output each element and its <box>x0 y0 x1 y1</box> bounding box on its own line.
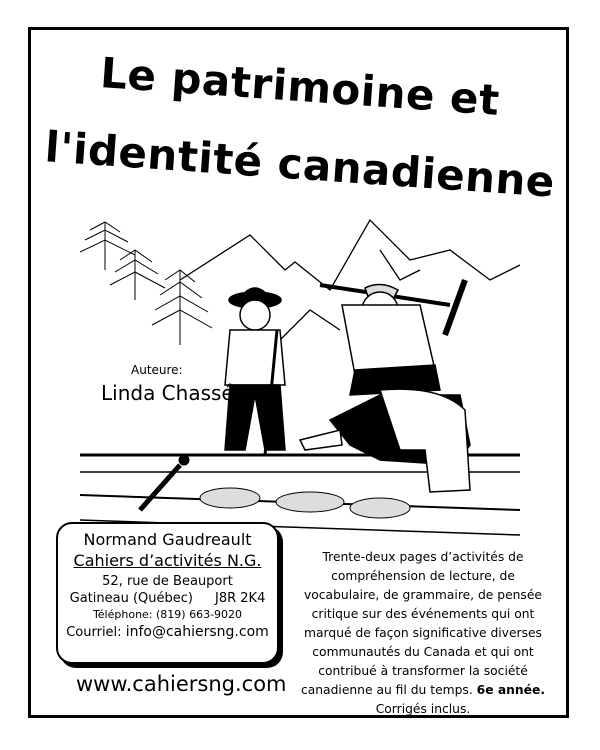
publisher-box <box>56 522 279 664</box>
workers-illustration <box>80 210 520 545</box>
description-note: Corrigés inclus. <box>375 702 471 716</box>
publisher-street: 52, rue de Beauport <box>102 574 233 589</box>
publisher-email-line <box>58 624 277 640</box>
publisher-company: Cahiers d’activités N.G. <box>73 551 262 570</box>
publisher-phone: Téléphone: (819) 663-9020 <box>92 608 243 621</box>
description-text: Trente-deux pages d’activités de compréhension de lecture, de vocabulaire, de grammaire, de pensée critique sur des événements qui ont marqué de façon significative diverses communautés du Canada et qui ont contribué à transformer la société canadienne au fil du temps. <box>300 550 542 697</box>
website-highlight: ng <box>208 672 235 696</box>
email-address[interactable]: info@cahiersng.com <box>125 624 269 640</box>
publisher-city: Gatineau (Québec) <box>69 591 193 606</box>
author-name: Linda Chassé <box>101 381 234 405</box>
title-line-1: Le patrimoine et <box>98 48 502 125</box>
publisher-name: Normand Gaudreault <box>83 530 252 549</box>
publisher-postal: J8R 2K4 <box>215 591 266 606</box>
website-link[interactable] <box>76 672 287 696</box>
title-line-2: l'identité canadienne <box>43 122 557 207</box>
description-block <box>292 548 554 719</box>
publisher-city-line <box>58 591 277 606</box>
website-suffix: .com <box>234 672 287 696</box>
website-prefix: www.cahiers <box>76 672 209 696</box>
grade-level: 6e année. <box>476 683 546 697</box>
email-label: Courriel: <box>66 625 122 640</box>
author-label: Auteure: <box>131 363 183 377</box>
